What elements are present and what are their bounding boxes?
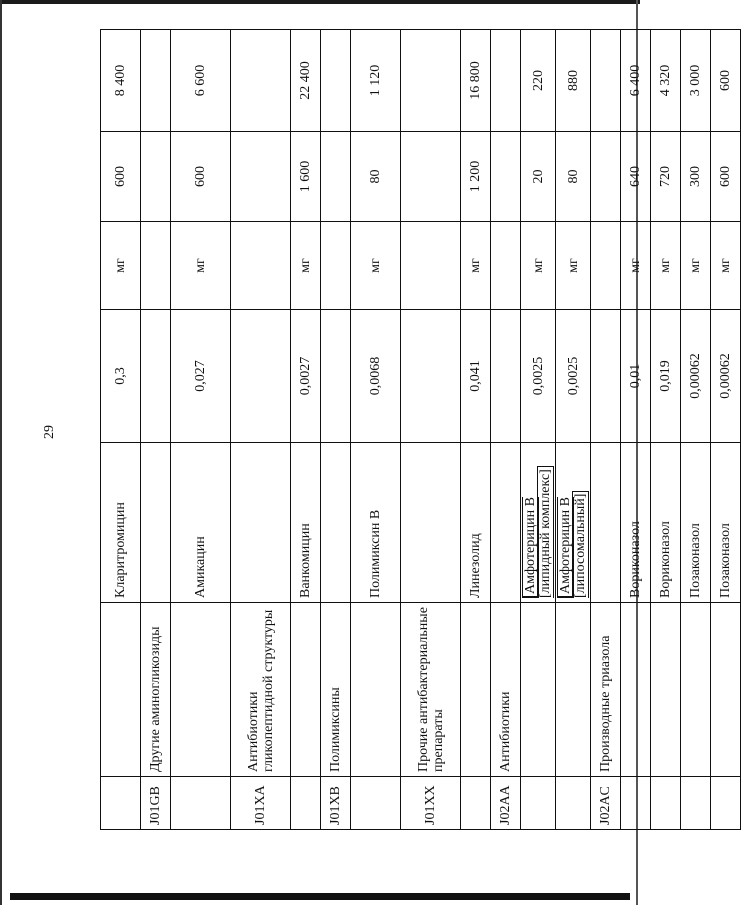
- total-cell: [461, 30, 491, 132]
- drug-cell-text: Полимиксин В: [368, 509, 383, 598]
- unit-cell: [491, 222, 521, 310]
- code-cell: [621, 777, 651, 830]
- amount-cell: [681, 132, 711, 222]
- group-cell: [351, 603, 401, 777]
- amount-cell: [291, 132, 321, 222]
- drug-cell: [521, 443, 556, 603]
- code-cell-text: J01XX: [423, 785, 438, 825]
- unit-cell-text: мг: [565, 258, 581, 273]
- amount-cell-text: 1 600: [298, 160, 313, 193]
- table-row: [141, 30, 171, 830]
- drug-cell: [681, 443, 711, 603]
- unit-cell-text: мг: [628, 258, 643, 273]
- amount-cell: [401, 132, 461, 222]
- unit-cell-text: мг: [298, 258, 313, 273]
- total-cell-text: 880: [565, 70, 581, 91]
- total-cell: [291, 30, 321, 132]
- amount-cell: [591, 132, 621, 222]
- ddd-cell-text: 0,00062: [718, 353, 733, 399]
- group-cell: [491, 603, 521, 777]
- total-cell-text: 220: [530, 70, 546, 91]
- group-cell: [461, 603, 491, 777]
- unit-cell: [321, 222, 351, 310]
- unit-cell-text: мг: [368, 258, 383, 273]
- ddd-cell: [461, 310, 491, 443]
- table-row: [231, 30, 291, 830]
- group-cell-text: Полимиксины: [328, 687, 343, 772]
- table-row: [171, 30, 231, 830]
- ddd-cell: [401, 310, 461, 443]
- group-cell: [101, 603, 141, 777]
- ddd-cell: [681, 310, 711, 443]
- ddd-cell: [711, 310, 741, 443]
- amount-cell-text: 640: [628, 166, 643, 187]
- table-row: [521, 30, 556, 830]
- amount-cell: [171, 132, 231, 222]
- ddd-cell-text: 0,041: [468, 360, 483, 392]
- rotated-table-container: [100, 30, 733, 830]
- table-row: [351, 30, 401, 830]
- unit-cell: [711, 222, 741, 310]
- drug-cell: [231, 443, 291, 603]
- total-cell-text: 8 400: [113, 64, 128, 97]
- total-cell: [591, 30, 621, 132]
- group-cell: [401, 603, 461, 777]
- group-cell: [711, 603, 741, 777]
- code-cell: [171, 777, 231, 830]
- group-cell: [521, 603, 556, 777]
- code-cell: [231, 777, 291, 830]
- group-cell-text: Антибиотики гликопептидной структуры: [245, 609, 276, 772]
- group-cell: [681, 603, 711, 777]
- group-cell: [321, 603, 351, 777]
- code-cell: [101, 777, 141, 830]
- drug-cell-text: Позаконазол: [718, 523, 733, 598]
- ddd-cell-text: 0,0025: [530, 356, 546, 396]
- ddd-cell-text: 0,00062: [688, 353, 703, 399]
- unit-cell: [351, 222, 401, 310]
- group-cell: [621, 603, 651, 777]
- drug-cell: [351, 443, 401, 603]
- ddd-cell: [171, 310, 231, 443]
- total-cell: [321, 30, 351, 132]
- total-cell: [141, 30, 171, 132]
- ddd-cell: [231, 310, 291, 443]
- group-cell-text: Производные триазола: [598, 635, 613, 772]
- unit-cell: [521, 222, 556, 310]
- drug-cell: [556, 443, 591, 603]
- ddd-cell: [141, 310, 171, 443]
- ddd-cell-text: 0,027: [193, 360, 208, 392]
- unit-cell-text: мг: [113, 258, 128, 273]
- total-cell-text: 600: [718, 70, 733, 91]
- code-cell: [681, 777, 711, 830]
- ddd-cell: [651, 310, 681, 443]
- drug-cell: [711, 443, 741, 603]
- unit-cell: [171, 222, 231, 310]
- amount-cell: [711, 132, 741, 222]
- code-cell: [491, 777, 521, 830]
- code-cell: [711, 777, 741, 830]
- unit-cell: [621, 222, 651, 310]
- unit-cell: [291, 222, 321, 310]
- table-row: [711, 30, 741, 830]
- amount-cell: [461, 132, 491, 222]
- drug-cell: [101, 443, 141, 603]
- unit-cell: [231, 222, 291, 310]
- amount-cell-text: 80: [565, 169, 581, 184]
- drug-cell: [401, 443, 461, 603]
- group-cell: [141, 603, 171, 777]
- drug-cell-text: Вориконазол: [658, 521, 673, 598]
- amount-cell: [651, 132, 681, 222]
- group-cell-text: Прочие антибактериальные препараты: [415, 607, 446, 772]
- group-cell: [171, 603, 231, 777]
- ddd-cell: [321, 310, 351, 443]
- group-cell: [591, 603, 621, 777]
- unit-cell-text: мг: [468, 258, 483, 273]
- unit-cell: [681, 222, 711, 310]
- code-cell-text: J02AA: [498, 785, 513, 825]
- unit-cell-text: мг: [688, 258, 703, 273]
- group-cell-text: Другие аминогликозиды: [148, 626, 163, 772]
- code-cell: [321, 777, 351, 830]
- drug-cell: [171, 443, 231, 603]
- ddd-cell-text: 0,01: [628, 363, 643, 389]
- amount-cell: [141, 132, 171, 222]
- total-cell: [101, 30, 141, 132]
- unit-cell: [651, 222, 681, 310]
- total-cell: [171, 30, 231, 132]
- drug-cell: [651, 443, 681, 603]
- drug-cell-text: Вориконазол: [628, 521, 643, 598]
- amount-cell-text: 80: [368, 169, 383, 184]
- ddd-cell: [591, 310, 621, 443]
- amount-cell: [491, 132, 521, 222]
- ddd-cell-text: 0,0025: [565, 356, 581, 396]
- drug-cell-text: Линезолид: [468, 533, 483, 598]
- table-row: [621, 30, 651, 830]
- code-cell: [591, 777, 621, 830]
- total-cell-text: 3 000: [688, 64, 703, 97]
- unit-cell-text: мг: [530, 258, 546, 273]
- code-cell: [141, 777, 171, 830]
- code-cell: [291, 777, 321, 830]
- amount-cell-text: 300: [688, 166, 703, 187]
- total-cell: [231, 30, 291, 132]
- drug-cell: [141, 443, 171, 603]
- scan-edge-bottom: [10, 893, 630, 900]
- drug-cell: [621, 443, 651, 603]
- amount-cell-text: 1 200: [468, 160, 483, 193]
- ddd-cell: [556, 310, 591, 443]
- total-cell: [651, 30, 681, 132]
- total-cell: [351, 30, 401, 132]
- code-cell: [351, 777, 401, 830]
- group-cell: [556, 603, 591, 777]
- amount-cell-text: 600: [718, 166, 733, 187]
- table-row: [461, 30, 491, 830]
- table-row: [321, 30, 351, 830]
- ddd-cell-text: 0,0068: [368, 356, 383, 396]
- ddd-cell-text: 0,019: [658, 360, 673, 392]
- total-cell: [711, 30, 741, 132]
- amount-cell: [101, 132, 141, 222]
- scan-edge-left: [0, 0, 2, 905]
- unit-cell: [101, 222, 141, 310]
- ddd-cell-text: 0,3: [113, 367, 128, 385]
- code-cell-text: J01XA: [253, 785, 268, 825]
- drug-cell-text: Кларитромицин: [113, 502, 128, 598]
- drug-cell: [491, 443, 521, 603]
- total-cell-text: 1 120: [368, 64, 383, 97]
- code-cell: [401, 777, 461, 830]
- amount-cell: [351, 132, 401, 222]
- table-row: [651, 30, 681, 830]
- drug-cell: [461, 443, 491, 603]
- amount-cell: [321, 132, 351, 222]
- total-cell: [621, 30, 651, 132]
- group-cell: [651, 603, 681, 777]
- total-cell: [521, 30, 556, 132]
- drug-cell: [291, 443, 321, 603]
- ddd-cell: [291, 310, 321, 443]
- total-cell: [401, 30, 461, 132]
- unit-cell-text: мг: [718, 258, 733, 273]
- amount-cell-text: 600: [193, 166, 208, 187]
- drug-cell-text: Ванкомицин: [298, 523, 313, 598]
- table-row: [101, 30, 141, 830]
- unit-cell: [141, 222, 171, 310]
- unit-cell-text: мг: [658, 258, 673, 273]
- drug-cell: [321, 443, 351, 603]
- total-cell: [491, 30, 521, 132]
- ddd-cell: [491, 310, 521, 443]
- ddd-cell: [621, 310, 651, 443]
- total-cell-text: 4 320: [658, 64, 673, 97]
- ddd-cell: [521, 310, 556, 443]
- amount-cell: [621, 132, 651, 222]
- amount-cell-text: 720: [658, 166, 673, 187]
- drug-cell: [591, 443, 621, 603]
- amount-cell-text: 600: [113, 166, 128, 187]
- table-row: [681, 30, 711, 830]
- unit-cell: [591, 222, 621, 310]
- ddd-cell: [351, 310, 401, 443]
- group-cell: [291, 603, 321, 777]
- drug-cell-text: Амфотерицин В [липосомальный]: [557, 491, 589, 598]
- page-number: 29: [42, 425, 57, 439]
- drug-table: [100, 29, 741, 830]
- table-row: [491, 30, 521, 830]
- unit-cell-text: мг: [193, 258, 208, 273]
- table-row: [401, 30, 461, 830]
- total-cell-text: 6 400: [628, 64, 643, 97]
- total-cell-text: 22 400: [298, 61, 313, 100]
- code-cell-text: J01GB: [148, 786, 163, 825]
- amount-cell-text: 20: [530, 169, 546, 184]
- table-row: [291, 30, 321, 830]
- code-cell: [651, 777, 681, 830]
- code-cell-text: J01XB: [328, 786, 343, 825]
- amount-cell: [521, 132, 556, 222]
- group-cell-text: Антибиотики: [498, 691, 513, 772]
- amount-cell: [556, 132, 591, 222]
- table-row: [591, 30, 621, 830]
- code-cell: [521, 777, 556, 830]
- ddd-cell-text: 0,0027: [298, 356, 313, 396]
- total-cell: [681, 30, 711, 132]
- group-cell: [231, 603, 291, 777]
- drug-cell-text: Амфотерицин В [липидный комплекс]: [522, 466, 554, 598]
- code-cell-text: J02AC: [598, 786, 613, 825]
- table-row: [556, 30, 591, 830]
- unit-cell: [556, 222, 591, 310]
- code-cell: [461, 777, 491, 830]
- total-cell-text: 6 600: [193, 64, 208, 97]
- total-cell: [556, 30, 591, 132]
- drug-cell-text: Амикацин: [193, 536, 208, 598]
- unit-cell: [401, 222, 461, 310]
- drug-table-body: [101, 30, 741, 830]
- drug-cell-text: Позаконазол: [688, 523, 703, 598]
- amount-cell: [231, 132, 291, 222]
- unit-cell: [461, 222, 491, 310]
- ddd-cell: [101, 310, 141, 443]
- scan-edge-top: [0, 0, 640, 4]
- total-cell-text: 16 800: [468, 61, 483, 100]
- code-cell: [556, 777, 591, 830]
